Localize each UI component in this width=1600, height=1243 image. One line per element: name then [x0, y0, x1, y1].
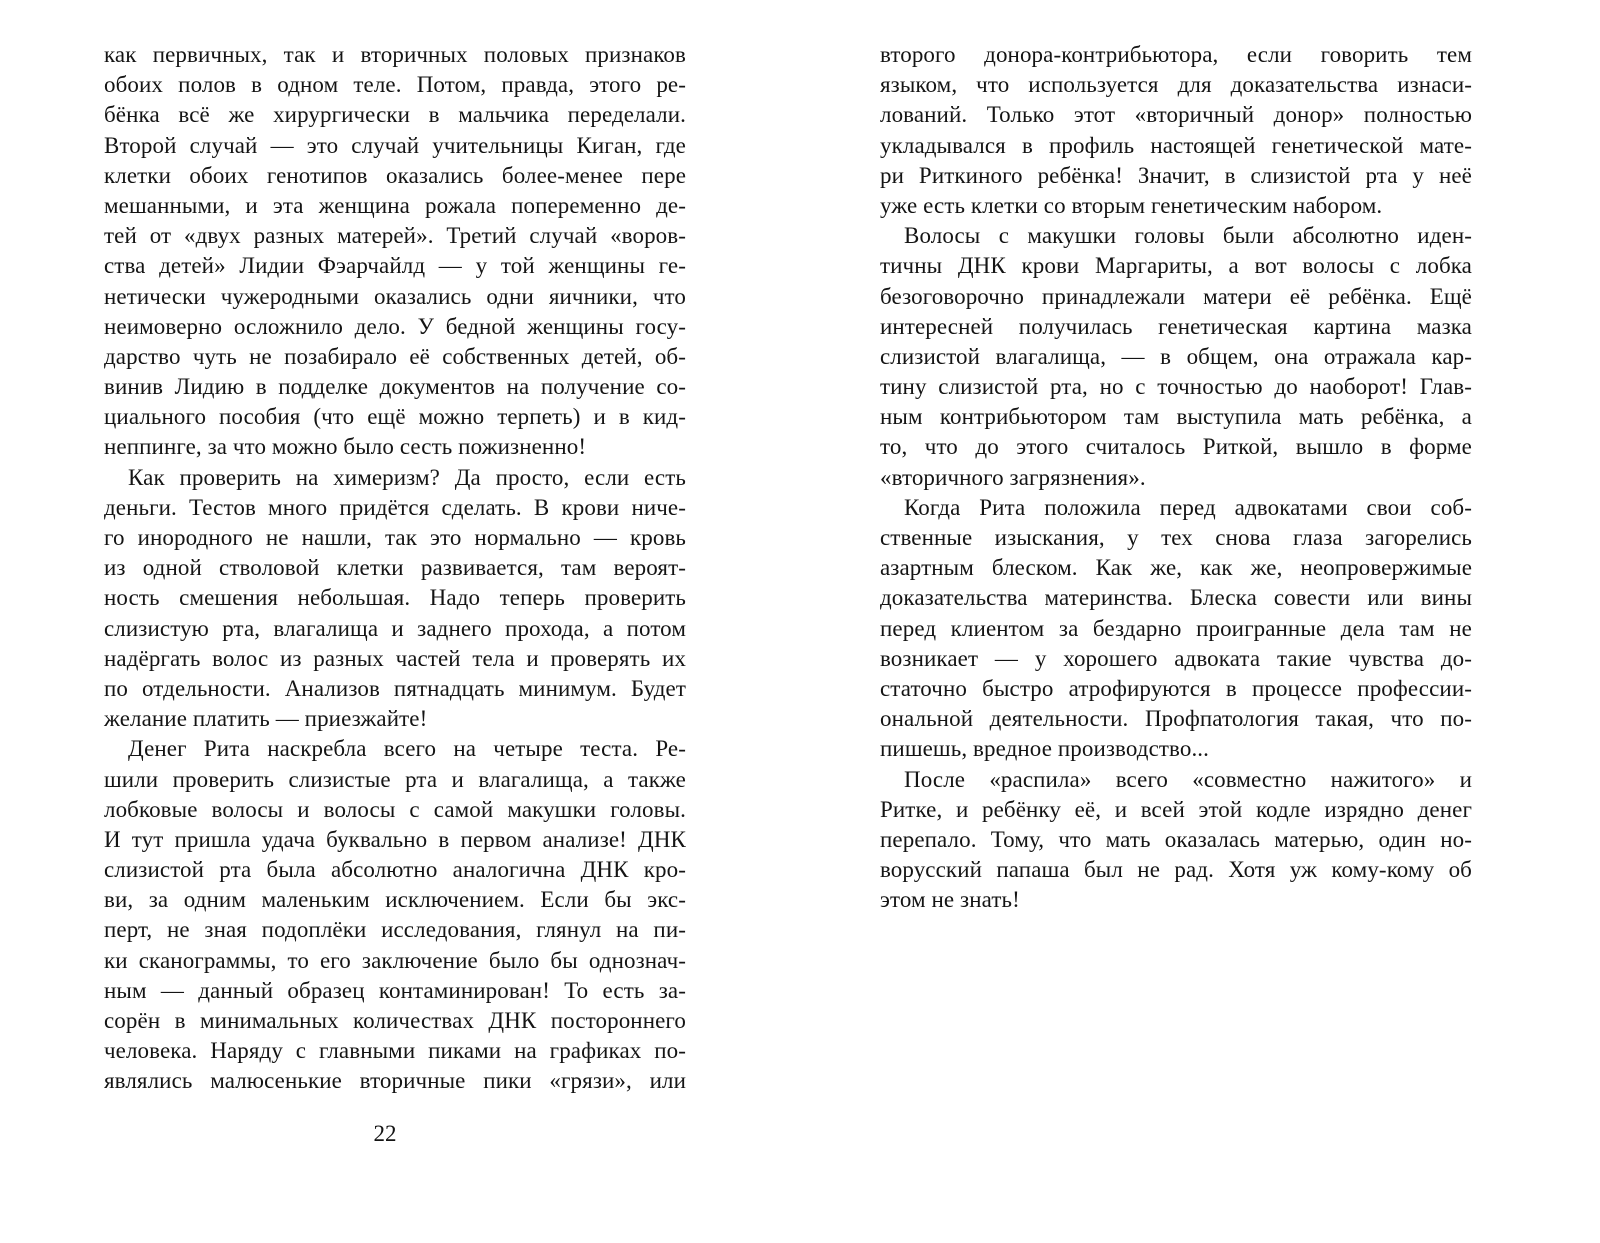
left-page-text: [104, 40, 686, 1097]
page-number: 22: [373, 1121, 397, 1146]
text-line: «вторичного загрязнения».: [880, 464, 1146, 490]
text-line: лобковые волосы и волосы с самой макушки головы.: [104, 796, 686, 822]
text-line: желание платить — приезжайте!: [104, 706, 428, 732]
text-line: слизистую рта, влагалища и заднего прохода, а потом: [104, 615, 686, 641]
text-line: из одной стволовой клетки развивается, там вероят-: [104, 555, 686, 581]
text-line: сорён в минимальных количествах ДНК постороннего: [104, 1008, 686, 1033]
text-line: тину слизистой рта, но с точностью до наоборот! Глав-: [880, 374, 1472, 400]
text-line: неппинге, за что можно было сесть пожизненно!: [104, 434, 587, 460]
text-line: безоговорочно принадлежали матери её ребёнка. Ещё: [880, 283, 1472, 309]
text-line: перед клиентом за бездарно проигранные дела там не: [880, 615, 1472, 641]
text-line: После «распила» всего «совместно нажитого» и: [904, 766, 1472, 792]
text-line: тей от «двух разных матерей». Третий случай «воров-: [104, 223, 686, 249]
text-line: слизистой рта была абсолютно аналогична ДНК кро-: [104, 857, 686, 883]
text-line: ви, за одним маленьким исключением. Если бы экс-: [104, 887, 686, 913]
text-line: ственные изыскания, у тех снова глаза загорелись: [880, 525, 1472, 550]
text-line: азартным блеском. Как же, как же, неопровержимые: [880, 555, 1472, 581]
text-line: го инородного не нашли, так это нормально — кровь: [104, 525, 686, 550]
text-line: шили проверить слизистые рта и влагалища, а также: [104, 766, 686, 792]
text-line: доказательства материнства. Блеска совести или вины: [880, 585, 1472, 611]
text-line: перт, не зная подоплёки исследования, глянул на пи-: [104, 917, 686, 943]
text-line: деньги. Тестов много придётся сделать. В крови ниче-: [104, 494, 686, 520]
text-line: винив Лидию в подделке документов на получение со-: [104, 374, 686, 400]
text-line: человека. Наряду с главными пиками на графиках по-: [104, 1038, 686, 1064]
text-line: тичны ДНК крови Маргариты, а вот волосы с лобка: [880, 253, 1472, 279]
text-line: клетки обоих генотипов оказались более-менее пере: [104, 162, 686, 188]
text-line: нетически чужеродными оказались одни яичники, что: [104, 283, 686, 309]
text-line: укладывался в профиль настоящей генетической мате-: [880, 132, 1472, 158]
text-line: циального пособия (что ещё можно терпеть) и в кид-: [104, 404, 686, 430]
text-line: возникает — у хорошего адвоката такие чувства до-: [880, 645, 1472, 671]
text-line: слизистой влагалища, — в общем, она отражала кар-: [880, 343, 1472, 369]
text-line: дарство чуть не позабирало её собственных детей, об-: [104, 343, 686, 369]
text-line: являлись малюсенькие вторичные пики «грязи», или: [104, 1068, 686, 1094]
text-line: интересней получилась генетическая картина мазка: [880, 313, 1472, 339]
text-line: как первичных, так и вторичных половых признаков: [104, 42, 686, 67]
text-line: уже есть клетки со вторым генетическим набором.: [880, 192, 1383, 218]
text-line: ства детей» Лидии Фэарчайлд — у той женщины ге-: [104, 253, 686, 279]
text-line: ным контрибьютором там выступила мать ребёнка, а: [880, 404, 1472, 430]
text-line: неимоверно осложнило дело. У бедной женщины госу-: [104, 313, 686, 339]
text-line: пишешь, вредное производство...: [880, 736, 1210, 762]
text-line: обоих полов в одном теле. Потом, правда, этого ре-: [104, 72, 686, 98]
text-line: Денег Рита наскребла всего на четыре теста. Ре-: [128, 736, 686, 762]
text-line: ональной деятельности. Профпатология такая, что по-: [880, 706, 1472, 732]
text-line: ки сканограммы, то его заключение было бы однознач-: [104, 947, 686, 973]
text-line: Когда Рита положила перед адвокатами свои соб-: [904, 494, 1472, 520]
text-line: то, что до этого считалось Риткой, вышло в форме: [880, 434, 1472, 460]
text-line: надёргать волос из разных частей тела и проверять их: [104, 645, 686, 671]
right-page-text: [880, 40, 1472, 915]
text-line: бёнка всё же хирургически в мальчика переделали.: [104, 102, 686, 128]
text-line: Ритке, и ребёнку её, и всей этой кодле изрядно денег: [880, 796, 1472, 822]
text-line: ворусский папаша был не рад. Хотя уж кому-кому об: [880, 857, 1472, 883]
text-line: второго донора-контрибьютора, если говорить тем: [880, 42, 1472, 67]
text-line: ным — данный образец контаминирован! То есть за-: [104, 977, 686, 1003]
text-line: статочно быстро атрофируются в процессе профессии-: [880, 675, 1472, 701]
text-line: Как проверить на химеризм? Да просто, если есть: [128, 464, 686, 490]
text-line: перепало. Тому, что мать оказалась матерью, один но-: [880, 826, 1472, 852]
text-line: И тут пришла удача буквально в первом анализе! ДНК: [104, 826, 686, 852]
text-line: Второй случай — это случай учительницы Киган, где: [104, 132, 686, 158]
text-line: ри Риткиного ребёнка! Значит, в слизистой рта у неё: [880, 162, 1472, 188]
text-line: мешанными, и эта женщина рожала попеременно де-: [104, 192, 686, 218]
text-line: ность смешения небольшая. Надо теперь проверить: [104, 585, 686, 611]
text-line: языком, что используется для доказательства изнаси-: [880, 72, 1472, 98]
text-line: Волосы с макушки головы были абсолютно иден-: [904, 223, 1472, 249]
text-line: лований. Только этот «вторичный донор» полностью: [880, 102, 1472, 128]
text-line: по отдельности. Анализов пятнадцать минимум. Будет: [104, 675, 686, 701]
text-line: этом не знать!: [880, 887, 1020, 913]
